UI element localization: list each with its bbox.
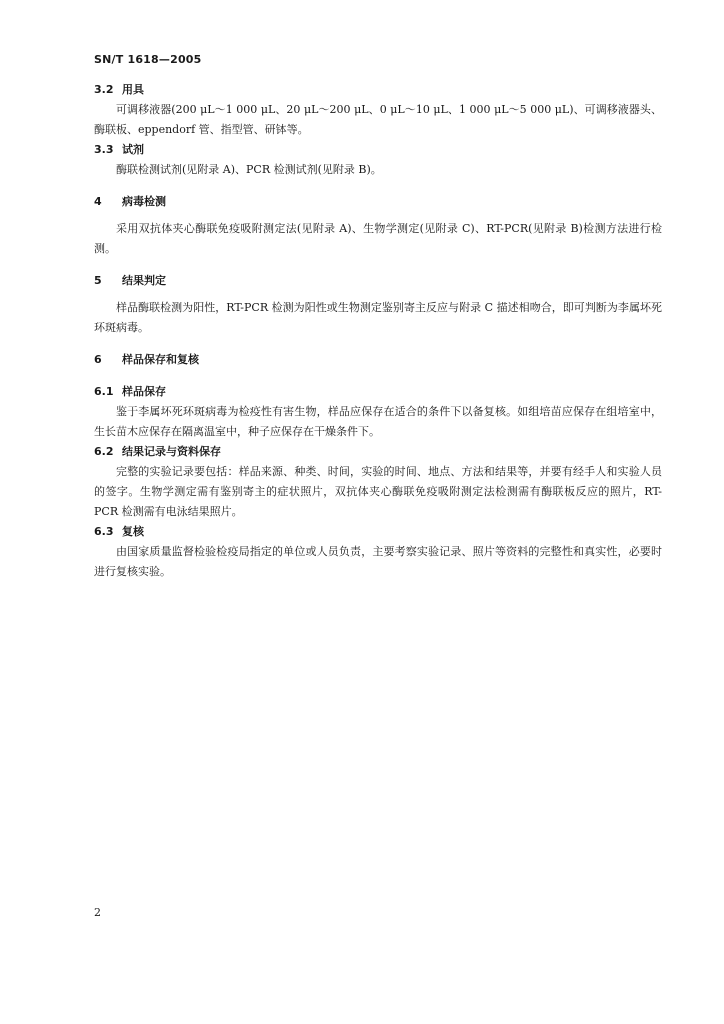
- section-title: 用具: [122, 83, 144, 96]
- section-4-text: 采用双抗体夹心酶联免疫吸附测定法(见附录 A)、生物学测定(见附录 C)、RT-PCR(见附录 B)检测方法进行检测。: [94, 222, 662, 255]
- section-3-3-text: 酶联检测试剂(见附录 A)、PCR 检测试剂(见附录 B)。: [116, 163, 382, 176]
- section-6-1-heading: [94, 382, 662, 402]
- document-body: [94, 80, 662, 582]
- section-number: 6.1: [94, 385, 114, 398]
- section-6-3-heading: [94, 522, 662, 542]
- section-6-heading: [94, 350, 662, 370]
- section-number: 3.3: [94, 143, 114, 156]
- section-number: 6: [94, 353, 102, 366]
- section-6-2-text: 完整的实验记录要包括：样品来源、种类、时间，实验的时间、地点、方法和结果等，并要有经手人和实验人员的签字。生物学测定需有鉴别寄主的症状照片，双抗体夹心酶联免疫吸附测定法检测需有酶联板反应的照片，RT-PCR 检测需有电泳结果照片。: [94, 465, 662, 518]
- section-title: 试剂: [122, 143, 144, 156]
- section-3-3-heading: [94, 140, 662, 160]
- section-title: 病毒检测: [122, 195, 166, 208]
- page-number: 2: [94, 906, 101, 919]
- section-title: 样品保存和复核: [122, 353, 199, 366]
- section-number: 5: [94, 274, 102, 287]
- section-number: 6.3: [94, 525, 114, 538]
- section-4-heading: [94, 192, 662, 212]
- section-number: 3.2: [94, 83, 114, 96]
- section-6-1-text: 鉴于李属坏死环斑病毒为检疫性有害生物，样品应保存在适合的条件下以备复核。如组培苗应保存在组培室中，生长苗木应保存在隔离温室中，种子应保存在干燥条件下。: [94, 405, 662, 438]
- standard-code-header: SN/T 1618—2005: [94, 53, 202, 66]
- section-5-heading: [94, 271, 662, 291]
- section-number: 6.2: [94, 445, 114, 458]
- section-6-3-text: 由国家质量监督检验检疫局指定的单位或人员负责，主要考察实验记录、照片等资料的完整性和真实性，必要时进行复核实验。: [94, 545, 662, 578]
- section-number: 4: [94, 195, 102, 208]
- section-3-2-text: 可调移液器(200 μL～1 000 μL、20 μL～200 μL、0 μL～10 μL、1 000 μL～5 000 μL)、可调移液器头、酶联板、eppendorf 管、指型管、研钵等。: [94, 103, 662, 136]
- section-title: 结果记录与资料保存: [122, 445, 221, 458]
- section-6-2-heading: [94, 442, 662, 462]
- section-title: 结果判定: [122, 274, 166, 287]
- section-title: 样品保存: [122, 385, 166, 398]
- section-5-text: 样品酶联检测为阳性，RT-PCR 检测为阳性或生物测定鉴别寄主反应与附录 C 描述相吻合，即可判断为李属坏死环斑病毒。: [94, 301, 662, 334]
- section-3-2-heading: [94, 80, 662, 100]
- section-title: 复核: [122, 525, 144, 538]
